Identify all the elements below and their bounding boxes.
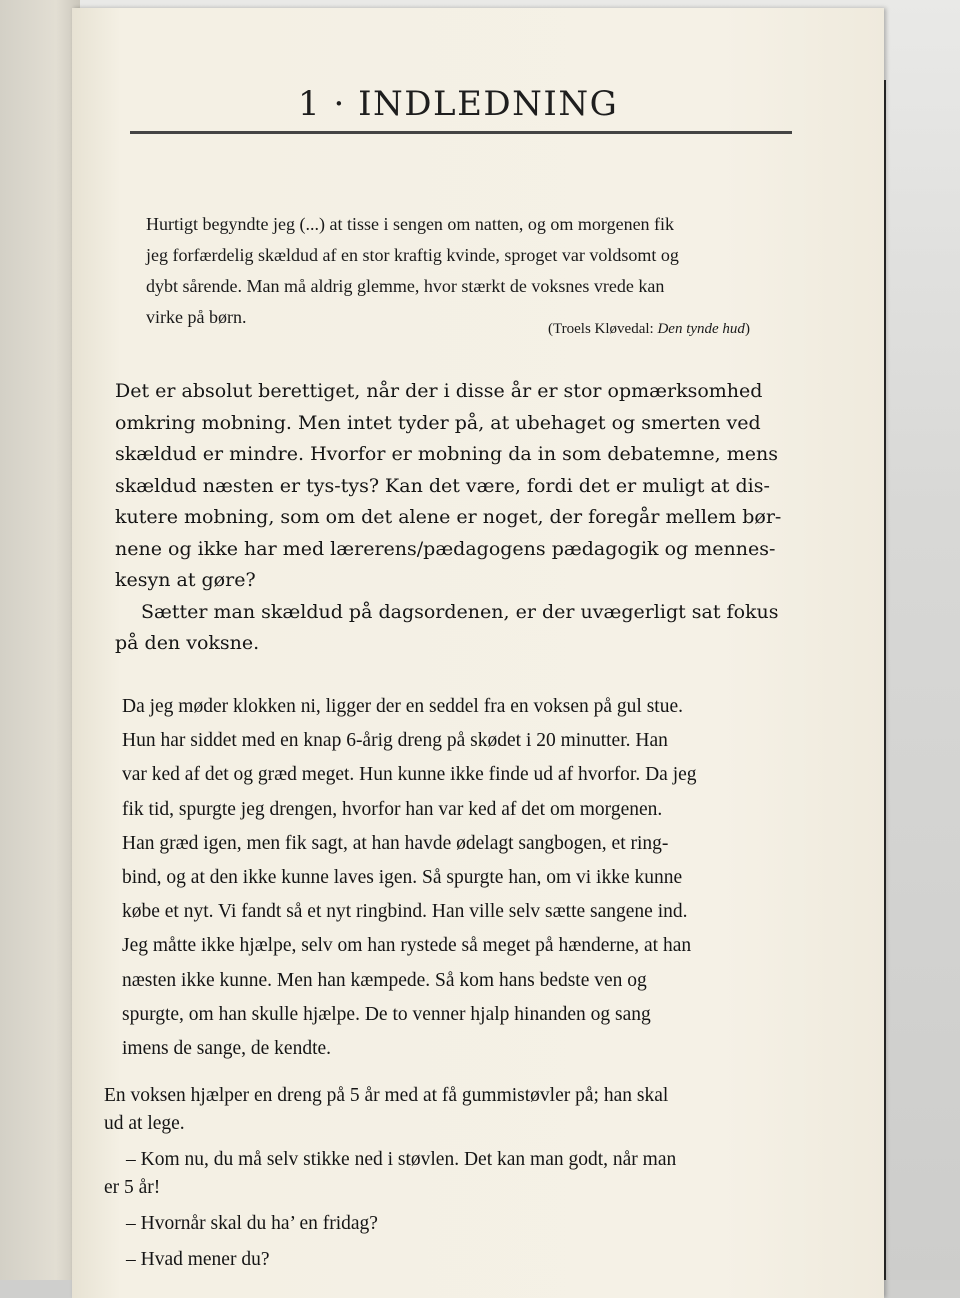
epigraph-line: dybt sårende. Man må aldrig glemme, hvor stærkt de voksnes vrede kan	[146, 276, 665, 296]
body-line: på den voksne.	[115, 632, 260, 654]
attribution-author: (Troels Kløvedal:	[548, 321, 654, 337]
attribution-title: Den tynde hud	[657, 321, 745, 337]
case-line: imens de sange, de kendte.	[122, 1038, 332, 1060]
case-example-2	[104, 1082, 824, 1274]
attribution-close: )	[744, 321, 750, 337]
case-line: En voksen hjælper en dreng på 5 år med at få gummistøvler på; han skal	[104, 1085, 669, 1106]
case-line: fik tid, spurgte jeg drengen, hvorfor han var ked af det om morgenen.	[122, 798, 663, 820]
epigraph-line: Hurtigt begyndte jeg (...) at tisse i sengen om natten, og om morgenen fik	[146, 214, 675, 234]
dialogue-line: – Kom nu, du må selv stikke ned i støvlen. Det kan man godt, når man	[126, 1149, 677, 1170]
body-line: kutere mobning, som om det alene er noget, der foregår mellem bør-	[115, 506, 782, 528]
body-line: nene og ikke har med lærerens/pædagogens pædagogik og mennes-	[115, 537, 776, 560]
epigraph-line: virke på børn.	[146, 307, 247, 327]
chapter-separator: ·	[333, 84, 346, 124]
case-line: bind, og at den ikke kunne laves igen. Så spurgte han, om vi ikke kunne	[122, 867, 683, 889]
dialogue-line: – Hvad mener du?	[126, 1249, 270, 1270]
case-line: ud at lege.	[104, 1113, 185, 1134]
case-line: næsten ikke kunne. Men han kæmpede. Så kom hans bedste ven og	[122, 969, 647, 991]
body-line: omkring mobning. Men intet tyder på, at ubehaget og smerten ved	[115, 411, 761, 434]
chapter-heading	[298, 84, 618, 124]
body-line: skældud er mindre. Hvorfor er mobning da in som debatemne, mens	[115, 443, 778, 465]
body-line: Det er absolut berettiget, når der i disse år er stor opmærksomhed	[115, 380, 763, 402]
body-text	[115, 376, 815, 660]
epigraph-line: jeg forfærdelig skældud af en stor kraftig kvinde, sproget var voldsomt og	[146, 245, 679, 265]
case-line: Hun har siddet med en knap 6-årig dreng på skødet i 20 minutter. Han	[122, 730, 668, 752]
epigraph-attribution	[548, 321, 750, 338]
case-line: var ked af det og græd meget. Hun kunne ikke finde ud af hvorfor. Da jeg	[122, 764, 697, 786]
facing-page-edge	[0, 0, 80, 1280]
chapter-number: 1	[298, 84, 322, 124]
case-line: Jeg måtte ikke hjælpe, selv om han rystede så meget på hænderne, at han	[122, 935, 692, 957]
case-example-1	[122, 690, 822, 1066]
case-line: Han græd igen, men fik sagt, at han havde ødelagt sangbogen, et ring-	[122, 832, 669, 854]
case-line: købe et nyt. Vi fandt så et nyt ringbind. Han ville selv sætte sangene ind.	[122, 901, 688, 923]
body-line: kesyn at gøre?	[115, 569, 256, 591]
dialogue-line: er 5 år!	[104, 1177, 161, 1198]
body-line: Sætter man skældud på dagsordenen, er der uvægerligt sat fokus	[141, 600, 779, 623]
chapter-title: INDLEDNING	[358, 84, 619, 124]
epigraph	[146, 209, 786, 333]
body-line: skældud næsten er tys-tys? Kan det være, fordi det er muligt at dis-	[115, 474, 770, 497]
dialogue-line: – Hvornår skal du ha’ en fridag?	[126, 1213, 378, 1234]
case-line: Da jeg møder klokken ni, ligger der en seddel fra en voksen på gul stue.	[122, 696, 683, 717]
case-line: spurgte, om han skulle hjælpe. De to venner hjalp hinanden og sang	[122, 1003, 651, 1025]
heading-rule	[130, 131, 792, 134]
